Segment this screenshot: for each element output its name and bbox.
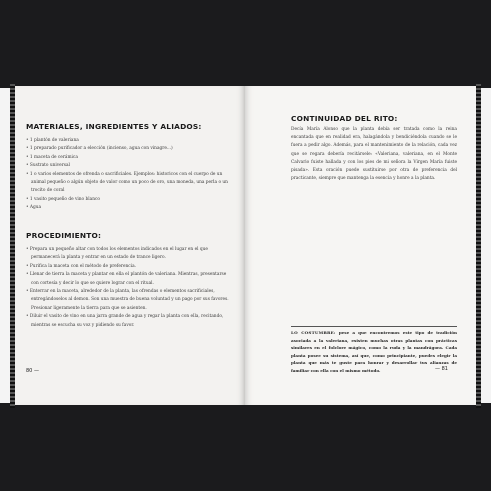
right-page [245,86,476,405]
note-label: LO COSTUMBRE: [291,330,336,335]
note-divider [291,326,457,327]
procedure-list [26,246,230,330]
continuity-text: Decía María Alonso que la planta debía ser tratada como la reina encantada que en realidad era, halagándola y bendiciéndola cuando se le fuera a pedir algo. Además, para el mantenimiento de la relación, cada vez que se regara debería recitársele: «Valeriana, valeriana, en el Monte Calvario fuiste hallada y con los pies de mi señora la Virgen María fuiste pisada». Esta oración puede sustituirse por otra de preferencia del practicante, siempre que mantenga la esencia y honre a la planta. [291,127,457,182]
note-box [291,329,457,375]
procedure-step: • Enterrar en la maceta, alrededor de la planta, las ofrendas o elementos sacrificiales, entregándoselos al demon. Son una muestra de buena voluntad y un pago por sus favores. Presionar ligeramente la tierra para que se asienten. [26,288,230,313]
continuity-heading: CONTINUIDAD DEL RITO: [291,114,398,123]
materials-heading: MATERIALES, INGREDIENTES Y ALIADOS: [26,122,202,131]
material-item: • Sustrato universal [26,162,230,170]
bottom-dark-border [0,403,491,491]
procedure-step: • Purifica la maceta con el método de preferencia. [26,263,230,271]
page-number-right: — 81 [435,366,448,372]
materials-list [26,137,230,213]
procedure-heading: PROCEDIMIENTO: [26,231,102,240]
left-page [15,86,245,405]
procedure-step: • Llenar de tierra la maceta y plantar en ella el plantón de valeriana. Mientras, presentarse con cortesía y decir lo que se quiere lograr con el ritual. [26,271,230,288]
material-item: • 1 maceta de cerámica [26,154,230,162]
procedure-step: • Prepara un pequeño altar con todos los elementos indicados en el lugar en el que permanecerá la planta y entrar en un estado de trance ligero. [26,246,230,263]
material-item: • 1 plantón de valeriana [26,137,230,145]
material-item: • 1 preparado purificador a elección (incienso, agua con vinagre...) [26,145,230,153]
top-dark-border [0,0,491,88]
left-page-edge [10,84,15,408]
page-number-left: 80 — [26,368,39,374]
material-item: • 1 vasito pequeño de vino blanco [26,196,230,204]
material-item: • 1 o varios elementos de ofrenda o sacrificiales. Ejemplos: historicos con el cuerpo de un animal pequeño o algún objeto de valor como un poco de oro, una moneda, una perla o un trocito de coral [26,171,230,196]
note-text: pese a que encontremos este tipo de tradición asociada a la valeriana, existen muchas otras plantas con prácticas similares en el folclore mágico, como la ruda y la mandrágora. Cada planta posee su sistema, así que, como principiante, puedes elegir la planta que más te guste para honrar y desarrollar tus alianzas de familiar con ella con el mismo método. [291,330,457,373]
right-page-edge [476,84,481,408]
material-item: • Agua [26,204,230,212]
procedure-step: • Diluir el vasito de vino en una jarra grande de agua y regar la planta con ella, recitando, mientras se escucha su voz y pidiendo su favor. [26,313,230,330]
